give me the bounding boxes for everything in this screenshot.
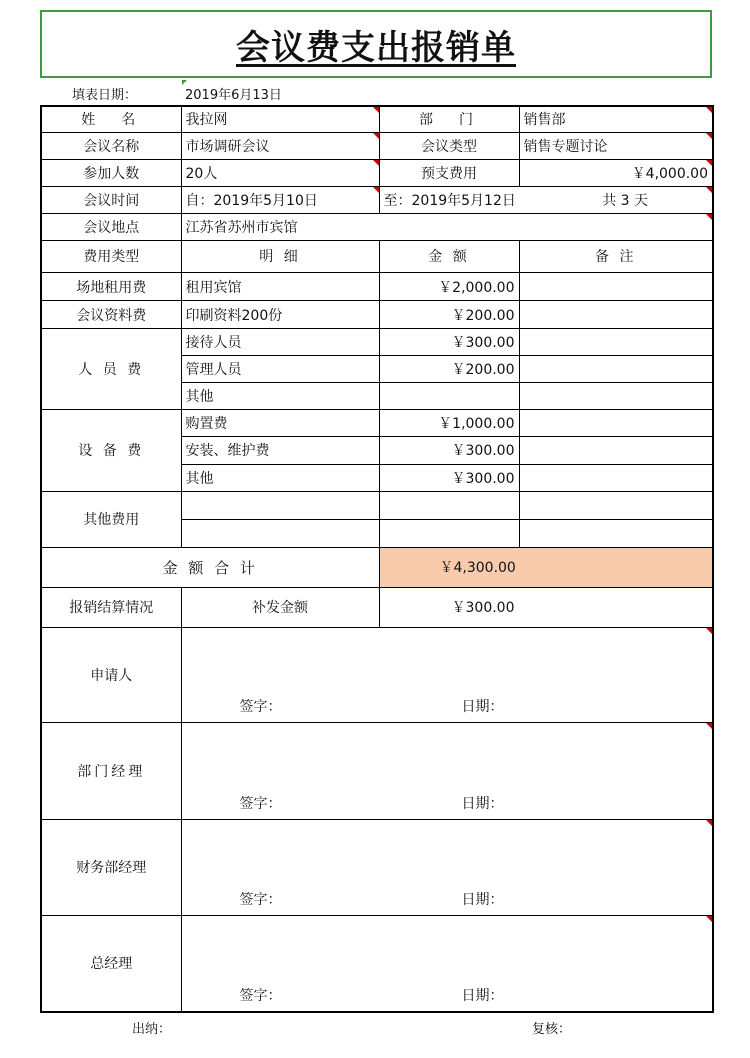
fill-date-row bbox=[40, 84, 712, 104]
advance-label: 预支费用 bbox=[379, 159, 519, 186]
staff-amount-1[interactable]: ￥300.00 bbox=[379, 329, 519, 356]
signer-row-applicant bbox=[41, 628, 713, 723]
meeting-name-label: 会议名称 bbox=[41, 132, 181, 159]
other-label: 其他费用 bbox=[41, 491, 181, 547]
time-to-value: 至：2019年5月12日 bbox=[383, 192, 516, 209]
advance-value[interactable]: ￥4,000.00 bbox=[519, 159, 713, 186]
time-from-value[interactable]: 自：2019年5月10日 bbox=[181, 186, 379, 213]
signer-role-general-manager: 总经理 bbox=[41, 915, 181, 1012]
header-type: 费用类型 bbox=[41, 240, 181, 272]
date-label: 日期： bbox=[461, 795, 504, 812]
time-to-group bbox=[384, 190, 709, 210]
signer-row-finance-manager bbox=[41, 819, 713, 915]
reimbursement-table bbox=[40, 105, 714, 1013]
staff-amount-2[interactable]: ￥200.00 bbox=[379, 356, 519, 383]
place-value[interactable]: 江苏省苏州市宾馆 bbox=[181, 213, 713, 240]
other-amount-2[interactable] bbox=[379, 519, 519, 547]
form-title: 会议费支出报销单 bbox=[236, 27, 516, 68]
materials-note[interactable] bbox=[519, 301, 713, 329]
staff-detail-2[interactable]: 管理人员 bbox=[181, 356, 379, 383]
equipment-amount-3[interactable]: ￥300.00 bbox=[379, 464, 519, 491]
date-label: 日期： bbox=[461, 891, 504, 908]
venue-detail[interactable]: 租用宾馆 bbox=[181, 272, 379, 300]
materials-label: 会议资料费 bbox=[41, 301, 181, 329]
attendees-value[interactable]: 20人 bbox=[181, 159, 379, 186]
meeting-type-label: 会议类型 bbox=[379, 132, 519, 159]
total-label: 金 额 合 计 bbox=[41, 547, 379, 587]
info-row-attendees bbox=[41, 159, 713, 186]
sign-label: 签字： bbox=[239, 795, 282, 812]
info-row-time bbox=[41, 186, 713, 213]
staff-amount-3[interactable] bbox=[379, 383, 519, 410]
signer-area-applicant[interactable] bbox=[181, 628, 713, 723]
equipment-detail-2[interactable]: 安装、维护费 bbox=[181, 437, 379, 464]
expense-row-equipment-1 bbox=[41, 410, 713, 437]
sign-label: 签字： bbox=[239, 699, 282, 716]
settlement-row bbox=[41, 587, 713, 627]
sign-label: 签字： bbox=[239, 988, 282, 1004]
venue-label: 场地租用费 bbox=[41, 272, 181, 300]
other-note-1[interactable] bbox=[519, 491, 713, 519]
total-amount[interactable]: ￥4,300.00 bbox=[379, 547, 713, 587]
time-label: 会议时间 bbox=[41, 186, 181, 213]
header-amount: 金 额 bbox=[379, 240, 519, 272]
header-detail: 明 细 bbox=[181, 240, 379, 272]
equipment-detail-1[interactable]: 购置费 bbox=[181, 410, 379, 437]
fill-date-value[interactable]: 2019年6月13日 bbox=[185, 88, 282, 103]
materials-detail[interactable]: 印刷资料200份 bbox=[181, 301, 379, 329]
other-note-2[interactable] bbox=[519, 519, 713, 547]
venue-amount[interactable]: ￥2,000.00 bbox=[379, 272, 519, 300]
staff-note-3[interactable] bbox=[519, 383, 713, 410]
expense-row-staff-1 bbox=[41, 329, 713, 356]
place-label: 会议地点 bbox=[41, 213, 181, 240]
time-to-cell[interactable] bbox=[379, 186, 713, 213]
equipment-amount-1[interactable]: ￥1,000.00 bbox=[379, 410, 519, 437]
other-amount-1[interactable] bbox=[379, 491, 519, 519]
info-row-name bbox=[41, 106, 713, 132]
info-row-meeting bbox=[41, 132, 713, 159]
signer-row-dept-manager bbox=[41, 723, 713, 819]
equipment-detail-3[interactable]: 其他 bbox=[181, 464, 379, 491]
dept-value[interactable]: 销售部 bbox=[519, 106, 713, 132]
signer-role-dept-manager: 部门经理 bbox=[41, 723, 181, 819]
equipment-note-1[interactable] bbox=[519, 410, 713, 437]
dept-label: 部 门 bbox=[379, 106, 519, 132]
equipment-label: 设 备 费 bbox=[41, 410, 181, 491]
settlement-sub-label: 补发金额 bbox=[181, 587, 379, 627]
sign-label: 签字： bbox=[239, 891, 282, 908]
info-row-place bbox=[41, 213, 713, 240]
signer-area-general-manager[interactable] bbox=[181, 915, 713, 1012]
signer-role-applicant: 申请人 bbox=[41, 628, 181, 723]
total-row bbox=[41, 547, 713, 587]
date-label: 日期： bbox=[461, 699, 504, 716]
staff-detail-3[interactable]: 其他 bbox=[181, 383, 379, 410]
signer-row-general-manager bbox=[41, 915, 713, 1012]
signer-area-dept-manager[interactable] bbox=[181, 723, 713, 819]
expense-row-other-1 bbox=[41, 491, 713, 519]
date-label: 日期： bbox=[461, 988, 504, 1004]
signer-area-finance-manager[interactable] bbox=[181, 819, 713, 915]
attendees-label: 参加人数 bbox=[41, 159, 181, 186]
signer-role-finance-manager: 财务部经理 bbox=[41, 819, 181, 915]
expense-row-materials bbox=[41, 301, 713, 329]
days-value: 共 3 天 bbox=[602, 192, 648, 209]
staff-note-1[interactable] bbox=[519, 329, 713, 356]
header-note: 备 注 bbox=[519, 240, 713, 272]
staff-note-2[interactable] bbox=[519, 356, 713, 383]
settlement-amount[interactable]: ￥300.00 bbox=[379, 587, 713, 627]
title-box bbox=[40, 10, 712, 78]
name-value[interactable]: 我拉网 bbox=[181, 106, 379, 132]
other-detail-2[interactable] bbox=[181, 519, 379, 547]
settlement-label: 报销结算情况 bbox=[41, 587, 181, 627]
reviewer-label: 复核： bbox=[532, 1022, 572, 1037]
equipment-amount-2[interactable]: ￥300.00 bbox=[379, 437, 519, 464]
equipment-note-3[interactable] bbox=[519, 464, 713, 491]
meeting-name-value[interactable]: 市场调研会议 bbox=[181, 132, 379, 159]
cashier-label: 出纳： bbox=[132, 1022, 172, 1037]
expense-header-row bbox=[41, 240, 713, 272]
venue-note[interactable] bbox=[519, 272, 713, 300]
meeting-type-value[interactable]: 销售专题讨论 bbox=[519, 132, 713, 159]
equipment-note-2[interactable] bbox=[519, 437, 713, 464]
staff-detail-1[interactable]: 接待人员 bbox=[181, 329, 379, 356]
fill-date-label: 填表日期： bbox=[72, 88, 138, 103]
materials-amount[interactable]: ￥200.00 bbox=[379, 301, 519, 329]
expense-row-venue bbox=[41, 272, 713, 300]
name-label: 姓 名 bbox=[41, 106, 181, 132]
staff-label: 人 员 费 bbox=[41, 329, 181, 410]
other-detail-1[interactable] bbox=[181, 491, 379, 519]
